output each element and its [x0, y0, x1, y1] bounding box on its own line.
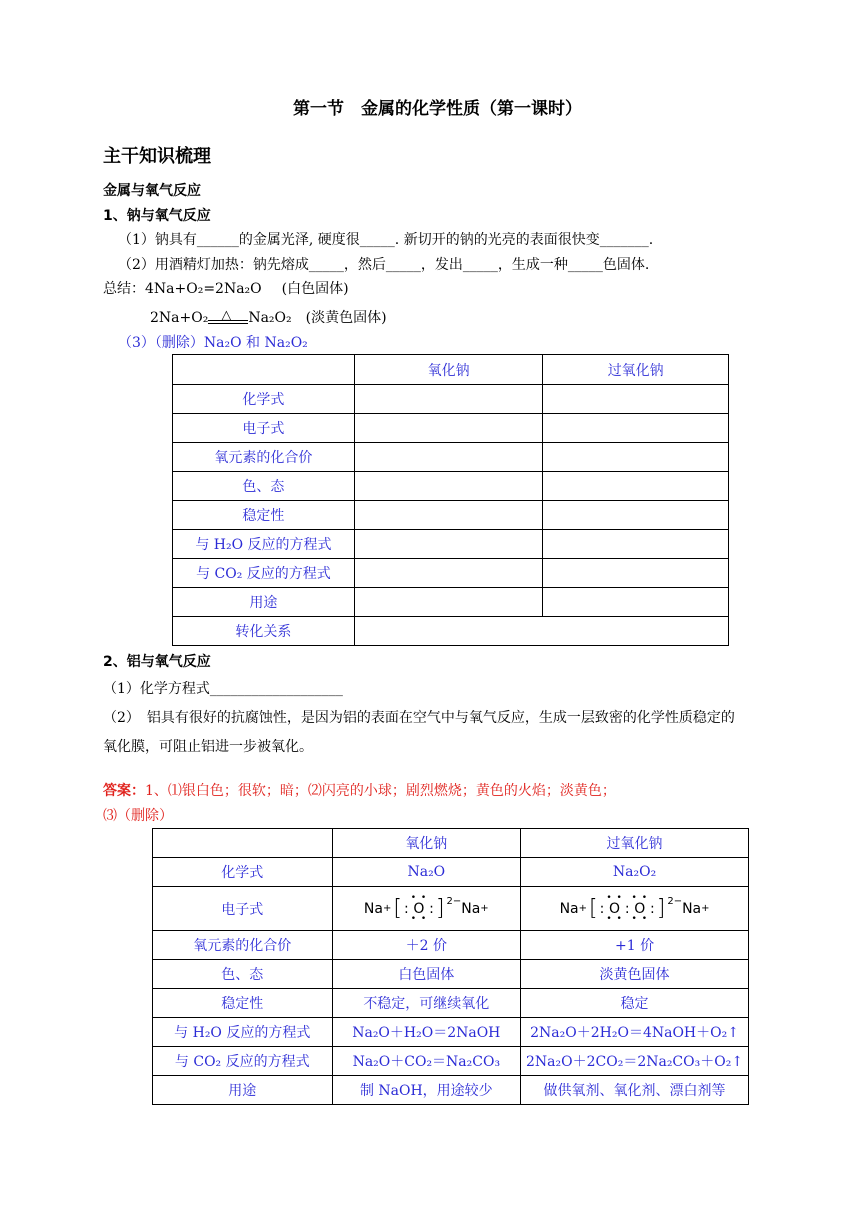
table1-row-label: 色、态 [173, 472, 355, 501]
answer-label: 答案： [103, 783, 145, 799]
table1-row-label: 用途 [173, 588, 355, 617]
table1-blank-cell [543, 472, 729, 501]
table1-row-label: 电子式 [173, 414, 355, 443]
oxygen-atom [631, 892, 649, 924]
peroxide-charge: 2− [667, 896, 683, 907]
bracket-close: ] [435, 896, 445, 921]
equation-2-right: Na₂O₂ [248, 310, 292, 326]
summary-line [103, 278, 349, 298]
equation-2-note: (淡黄色固体) [305, 310, 387, 326]
table1-blank-cell [354, 414, 543, 443]
page-title: 第一节 金属的化学性质（第一课时） [293, 99, 582, 119]
table1-row-label: 与 H₂O 反应的方程式 [173, 530, 355, 559]
item2-line1: （1）化学方程式___________________ [103, 681, 343, 697]
oxide-charge: 2− [446, 896, 462, 907]
oxygen-atom [410, 892, 428, 924]
table2-row-label: 用途 [153, 1076, 333, 1105]
table2-row-label: 与 H₂O 反应的方程式 [153, 1018, 333, 1047]
bracket-open: [ [589, 896, 598, 921]
table2-cell: 稳定 [521, 989, 749, 1018]
table1-row-label: 氧元素的化合价 [173, 443, 355, 472]
bracket-open: [ [393, 896, 402, 921]
table1-blank-cell [354, 443, 543, 472]
sodium-ion-label: Na [559, 900, 579, 917]
table2-row-label: 稳定性 [153, 989, 333, 1018]
table1-blank-cell [354, 559, 543, 588]
equation-2 [150, 307, 387, 327]
answer-line1 [103, 780, 616, 800]
table2-cell: Na₂O [332, 858, 521, 887]
table1-row-label: 转化关系 [173, 617, 355, 646]
table1-blank-cell-merged [354, 617, 728, 646]
lone-pair-bottom: • • [606, 913, 623, 924]
table1-blank-cell [543, 588, 729, 617]
shared-pair: : [624, 900, 630, 917]
oxygen-atom [606, 892, 623, 924]
lone-pair-right: : [429, 900, 434, 917]
table1-blank-cell [354, 472, 543, 501]
sodium-charge: + [480, 903, 489, 914]
answer-text: 1、⑴银白色；很软；暗；⑵闪亮的小球；剧烈燃烧；黄色的火焰；淡黄色； [145, 783, 616, 799]
table1-blank-cell [543, 443, 729, 472]
table1-blank-cell [543, 501, 729, 530]
oxygen-label: O [609, 900, 621, 917]
table1-header-na2o: 氧化钠 [354, 355, 543, 385]
item1-part3: （3）（删除）Na₂O 和 Na₂O₂ [118, 335, 308, 351]
heat-symbol: △ [221, 308, 232, 323]
table2-header-na2o: 氧化钠 [332, 829, 521, 858]
table2-cell: Na₂O＋CO₂＝Na₂CO₃ [332, 1047, 521, 1076]
table2-row-label: 色、态 [153, 960, 333, 989]
table2-header-na2o2: 过氧化钠 [521, 829, 749, 858]
table1-blank-cell [543, 530, 729, 559]
lone-pair-top: • • [606, 892, 623, 903]
lone-pair-left: : [403, 900, 409, 917]
equation-1-note: (白色固体) [281, 281, 349, 297]
table1-header-na2o2: 过氧化钠 [543, 355, 729, 385]
item1-line1: （1）钠具有______的金属光泽, 硬度很_____. 新切开的钠的光亮的表面很快变_______. [118, 232, 654, 248]
item2-line3: 氧化膜，可阻止铝进一步被氧化。 [103, 739, 313, 755]
table2-cell: 淡黄色固体 [521, 960, 749, 989]
table2-row-label: 与 CO₂ 反应的方程式 [153, 1047, 333, 1076]
oxygen-label: O [413, 900, 425, 917]
table2-cell: 不稳定，可继续氧化 [332, 989, 521, 1018]
lone-pair-bottom: • • [631, 913, 649, 924]
table1-row-label: 与 CO₂ 反应的方程式 [173, 559, 355, 588]
table1-blank-cell [354, 588, 543, 617]
table2-row-label: 电子式 [153, 887, 333, 931]
section-heading: 主干知识梳理 [103, 146, 211, 167]
lone-pair-top: • • [410, 892, 428, 903]
table1-row-label: 化学式 [173, 385, 355, 414]
lone-pair-right: : [650, 900, 655, 917]
table1-blank-cell [543, 414, 729, 443]
table1-blank-cell [354, 530, 543, 559]
na2o2-electron-formula [521, 887, 749, 931]
oxygen-label: O [634, 900, 646, 917]
answer-line2: ⑶（删除） [103, 808, 173, 824]
table2-cell: Na₂O₂ [521, 858, 749, 887]
sodium-ion-label: Na [461, 900, 481, 917]
table2-cell: 做供氧剂、氧化剂、漂白剂等 [521, 1076, 749, 1105]
sub-heading: 金属与氧气反应 [103, 183, 201, 199]
table1-blank-cell [354, 501, 543, 530]
table2-cell: Na₂O＋H₂O＝2NaOH [332, 1018, 521, 1047]
table2-cell: 白色固体 [332, 960, 521, 989]
table2-row-label: 氧元素的化合价 [153, 931, 333, 960]
item1-line2: （2）用酒精灯加热：钠先熔成_____，然后_____，发出_____，生成一种_____色固体. [118, 257, 650, 273]
lone-pair-top: • • [631, 892, 649, 903]
table2-row-label: 化学式 [153, 858, 333, 887]
blank-oxide-table [172, 354, 729, 646]
table2-cell: 制 NaOH，用途较少 [332, 1076, 521, 1105]
equation-2-left: 2Na+O₂ [150, 310, 209, 326]
answer-oxide-table [152, 828, 749, 1105]
table2-header-empty [153, 829, 333, 858]
item2-line2: （2） 铝具有很好的抗腐蚀性，是因为铝的表面在空气中与氧气反应，生成一层致密的化学性质稳定的 [103, 710, 735, 726]
equation-1: 4Na+O₂=2Na₂O [145, 281, 262, 297]
table1-header-empty [173, 355, 355, 385]
sodium-charge: + [701, 903, 710, 914]
table1-blank-cell [543, 559, 729, 588]
table2-cell: 2Na₂O＋2H₂O＝4NaOH＋O₂↑ [521, 1018, 749, 1047]
table2-cell: +1 价 [521, 931, 749, 960]
na2o-electron-formula [332, 887, 521, 931]
table1-row-label: 稳定性 [173, 501, 355, 530]
summary-label: 总结： [103, 281, 145, 297]
bracket-close: ] [656, 896, 666, 921]
table2-cell: 2Na₂O＋2CO₂＝2Na₂CO₃＋O₂↑ [521, 1047, 749, 1076]
table2-cell: ＋2 价 [332, 931, 521, 960]
item1-heading: 1、钠与氧气反应 [103, 208, 211, 224]
item2-heading: 2、铝与氧气反应 [103, 654, 211, 670]
table1-blank-cell [543, 385, 729, 414]
table1-blank-cell [354, 385, 543, 414]
sodium-charge: + [382, 903, 392, 914]
lone-pair-bottom: • • [410, 913, 428, 924]
sodium-ion-label: Na [363, 900, 383, 917]
sodium-ion-label: Na [682, 900, 702, 917]
sodium-charge: + [578, 903, 588, 914]
lone-pair-left: : [599, 900, 605, 917]
